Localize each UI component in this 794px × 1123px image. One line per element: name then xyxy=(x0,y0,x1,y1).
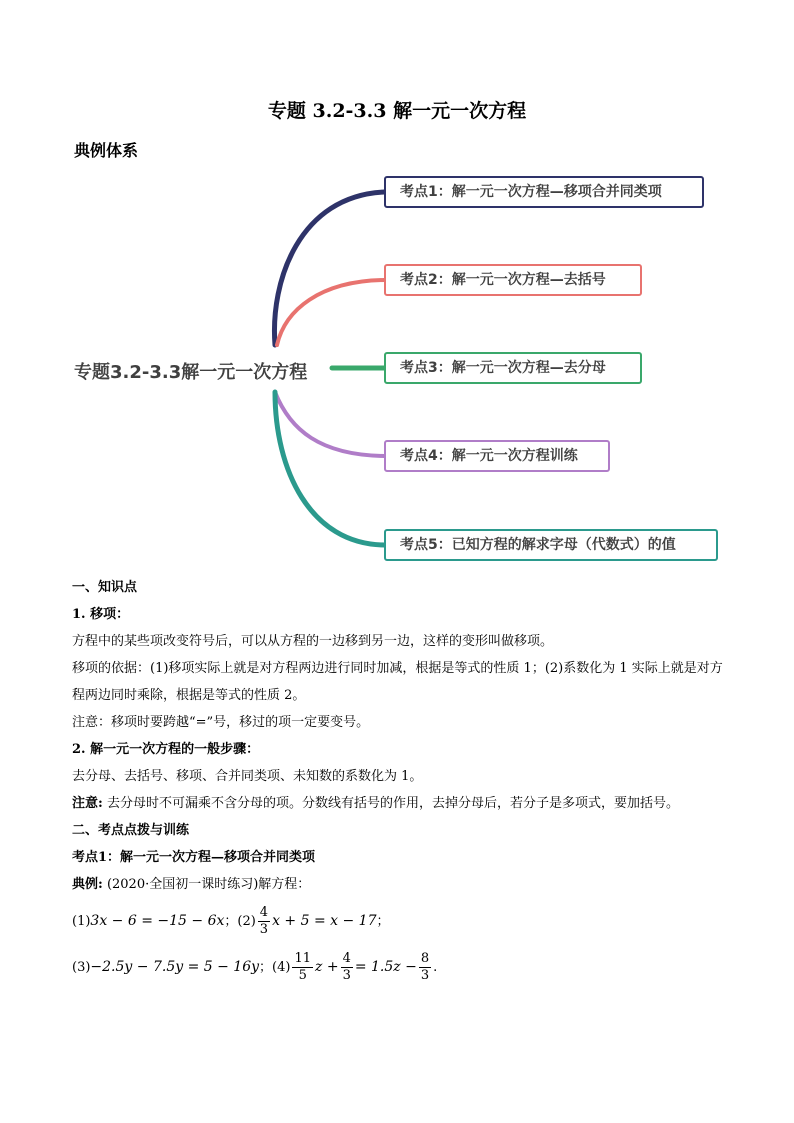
note-text: 去分母时不可漏乘不含分母的项。分数线有括号的作用，去掉分母后，若分子是多项式，要加括号。 xyxy=(102,796,679,811)
eq4-f3-numerator: 8 xyxy=(420,951,430,966)
eq4-f1-numerator: 11 xyxy=(294,951,311,966)
eq4-fraction-2 xyxy=(341,951,353,984)
mind-map-node-1: 考点1：解一元一次方程—移项合并同类项 xyxy=(384,176,704,208)
page-title: 专题 3.2-3.3 解一元一次方程 xyxy=(267,100,527,122)
mind-map-node-2: 考点2：解一元一次方程—去括号 xyxy=(384,264,642,296)
eq4-f1-denominator: 5 xyxy=(298,968,307,983)
equation-1: 3x − 6 = −15 − 6x xyxy=(90,913,225,929)
item-1-paragraph-2: 移项的依据：(1)移项实际上就是对方程两边进行同时加减，根据是等式的性质 1；(2)系数化为 1 实际上就是对方程两边同时乘除，根据是等式的性质 2。 xyxy=(72,661,723,703)
eq4-part-2: = 1.5z − xyxy=(354,959,417,975)
document-body xyxy=(72,574,732,990)
eq4-part-1: z + xyxy=(315,959,339,975)
mind-map xyxy=(0,160,794,570)
eq-semicolon-1: ； xyxy=(376,914,390,929)
mind-map-node-4: 考点4：解一元一次方程训练 xyxy=(384,440,610,472)
eq1-label: (1) xyxy=(72,914,91,929)
equation-row-1 xyxy=(72,898,732,944)
part-heading-2: 二、考点点拨与训练 xyxy=(72,823,190,838)
item-1-title: 1. 移项： xyxy=(72,607,130,622)
equation-2: x + 5 = x − 17 xyxy=(272,913,377,929)
item-2-title: 2. 解一元一次方程的一般步骤： xyxy=(72,742,260,757)
eq4-f2-numerator: 4 xyxy=(342,951,351,966)
equation-3: −2.5y − 7.5y = 5 − 16y xyxy=(90,959,260,975)
mind-map-root: 专题3.2-3.3解一元一次方程 xyxy=(74,362,308,383)
note-label: 注意: xyxy=(72,796,103,811)
example-text: (2020·全国初一课时练习)解方程： xyxy=(102,877,311,892)
item-1-paragraph-1: 方程中的某些项改变符号后，可以从方程的一边移到另一边，这样的变形叫做移项。 xyxy=(72,634,554,649)
branch-1 xyxy=(274,192,384,345)
eq4-f2-denominator: 3 xyxy=(342,968,351,983)
eq4-fraction-3 xyxy=(419,951,431,984)
eq3-label: (3) xyxy=(72,960,91,975)
branch-2 xyxy=(277,280,384,345)
equation-row-2 xyxy=(72,944,732,990)
eq4-f3-denominator: 3 xyxy=(420,968,430,983)
eq4-fraction-1 xyxy=(292,951,313,984)
branch-5 xyxy=(275,392,384,545)
eq-separator-1: ；(2) xyxy=(224,914,256,929)
eq2-numerator: 4 xyxy=(259,905,269,920)
example-line xyxy=(72,871,732,898)
item-2-paragraph-1: 去分母、去括号、移项、合并同类项、未知数的系数化为 1。 xyxy=(72,769,423,784)
branch-4 xyxy=(275,392,384,456)
item-2-note xyxy=(72,790,732,817)
kaodian-1-heading: 考点1：解一元一次方程—移项合并同类项 xyxy=(72,850,316,865)
example-label: 典例: xyxy=(72,877,103,892)
item-1-paragraph-3: 注意：移项时要跨越“=”号，移过的项一定要变号。 xyxy=(72,715,370,730)
eq4-period: . xyxy=(433,960,438,975)
part-heading-1: 一、知识点 xyxy=(72,580,138,595)
eq-separator-2: ；(4) xyxy=(259,960,291,975)
eq2-fraction xyxy=(258,905,270,938)
section-heading: 典例体系 xyxy=(74,141,139,160)
eq2-denominator: 3 xyxy=(259,922,269,937)
mind-map-node-5: 考点5：已知方程的解求字母（代数式）的值 xyxy=(384,529,718,561)
mind-map-node-3: 考点3：解一元一次方程—去分母 xyxy=(384,352,642,384)
